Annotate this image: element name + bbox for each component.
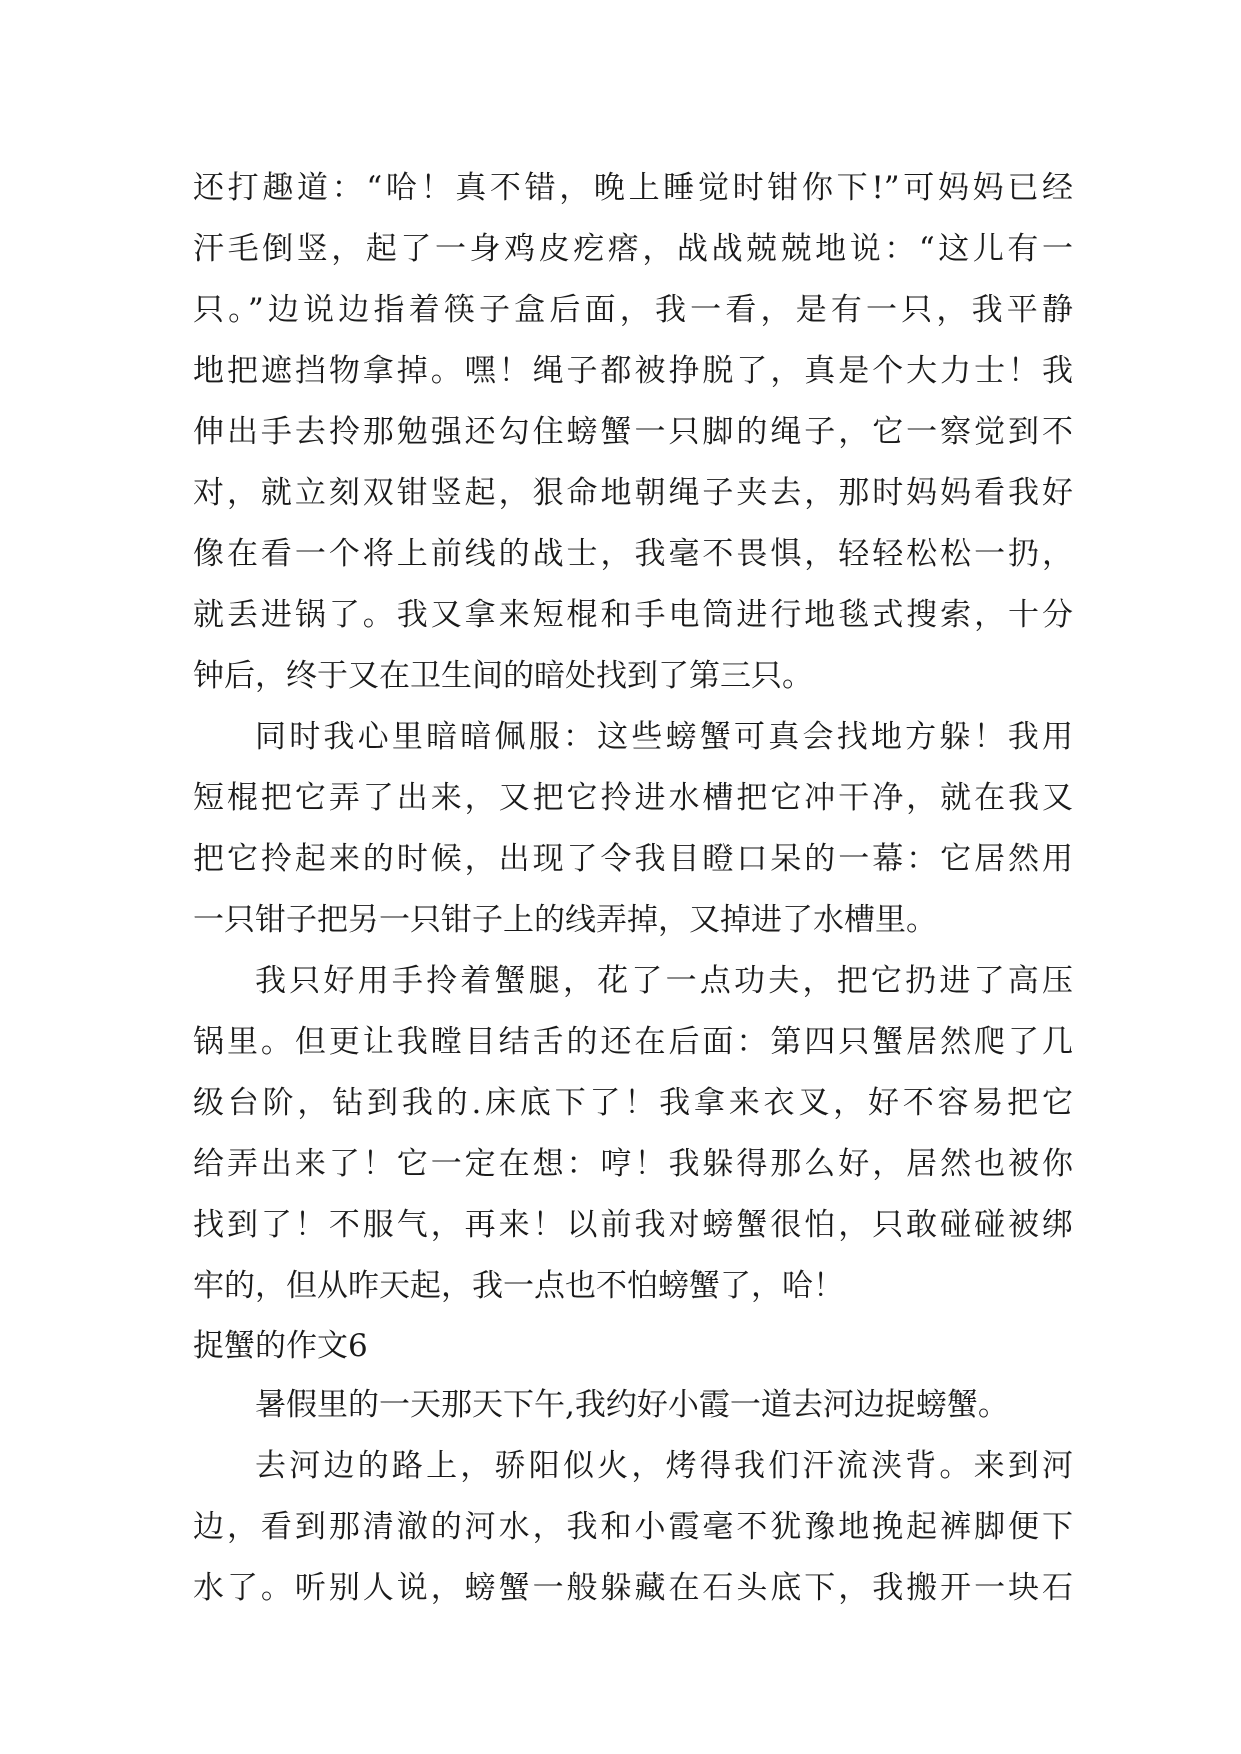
text-line: 就丢进锅了。我又拿来短棍和手电筒进行地毯式搜索，十分 xyxy=(193,597,1073,633)
text-line: 伸出手去拎那勉强还勾住螃蟹一只脚的绳子，它一察觉到不 xyxy=(193,414,1073,450)
text-line: 找到了！不服气，再来！以前我对螃蟹很怕，只敢碰碰被绑 xyxy=(193,1207,1073,1243)
text-line: 边，看到那清澈的河水，我和小霞毫不犹豫地挽起裤脚便下 xyxy=(193,1509,1073,1545)
text-line: 只。”边说边指着筷子盒后面，我一看，是有一只，我平静 xyxy=(193,292,1073,328)
text-line: 短棍把它弄了出来，又把它拎进水槽把它冲干净，就在我又 xyxy=(193,780,1073,816)
text-line: 汗毛倒竖，起了一身鸡皮疙瘩，战战兢兢地说：“这儿有一 xyxy=(193,231,1073,267)
text-line: 暑假里的一天那天下午,我约好小霞一道去河边捉螃蟹。 xyxy=(255,1387,1009,1423)
text-line: 钟后，终于又在卫生间的暗处找到了第三只。 xyxy=(193,658,813,694)
heading-text: 捉蟹的作文6 xyxy=(193,1328,368,1364)
text-line: 我只好用手拎着蟹腿，花了一点功夫，把它扔进了高压 xyxy=(255,963,1073,999)
paragraph xyxy=(193,1436,1073,1619)
text-line: 同时我心里暗暗佩服：这些螃蟹可真会找地方躲！我用 xyxy=(255,719,1073,755)
paragraph xyxy=(193,707,1073,951)
paragraph xyxy=(193,951,1073,1317)
text-line: 给弄出来了！它一定在想：哼！我躲得那么好，居然也被你 xyxy=(193,1146,1073,1182)
text-line: 锅里。但更让我瞠目结舌的还在后面：第四只蟹居然爬了几 xyxy=(193,1024,1073,1060)
paragraph xyxy=(193,158,1073,707)
text-line: 对，就立刻双钳竖起，狠命地朝绳子夹去，那时妈妈看我好 xyxy=(193,475,1073,511)
text-line: 把它拎起来的时候，出现了令我目瞪口呆的一幕：它居然用 xyxy=(193,841,1073,877)
text-line: 牢的，但从昨天起，我一点也不怕螃蟹了，哈！ xyxy=(193,1268,844,1304)
text-line: 水了。听别人说，螃蟹一般躲藏在石头底下，我搬开一块石 xyxy=(193,1570,1073,1606)
section-heading xyxy=(193,1317,1073,1375)
paragraph xyxy=(193,1375,1073,1436)
text-line: 去河边的路上，骄阳似火，烤得我们汗流浃背。来到河 xyxy=(255,1448,1073,1484)
text-line: 一只钳子把另一只钳子上的线弄掉，又掉进了水槽里。 xyxy=(193,902,937,938)
text-line: 地把遮挡物拿掉。嘿！绳子都被挣脱了，真是个大力士！我 xyxy=(193,353,1073,389)
document-text xyxy=(193,158,1073,1619)
text-line: 像在看一个将上前线的战士，我毫不畏惧，轻轻松松一扔， xyxy=(193,536,1073,572)
text-line: 级台阶，钻到我的.床底下了！我拿来衣叉，好不容易把它 xyxy=(193,1085,1073,1121)
text-line: 还打趣道：“哈！真不错，晚上睡觉时钳你下!”可妈妈已经 xyxy=(193,170,1073,206)
